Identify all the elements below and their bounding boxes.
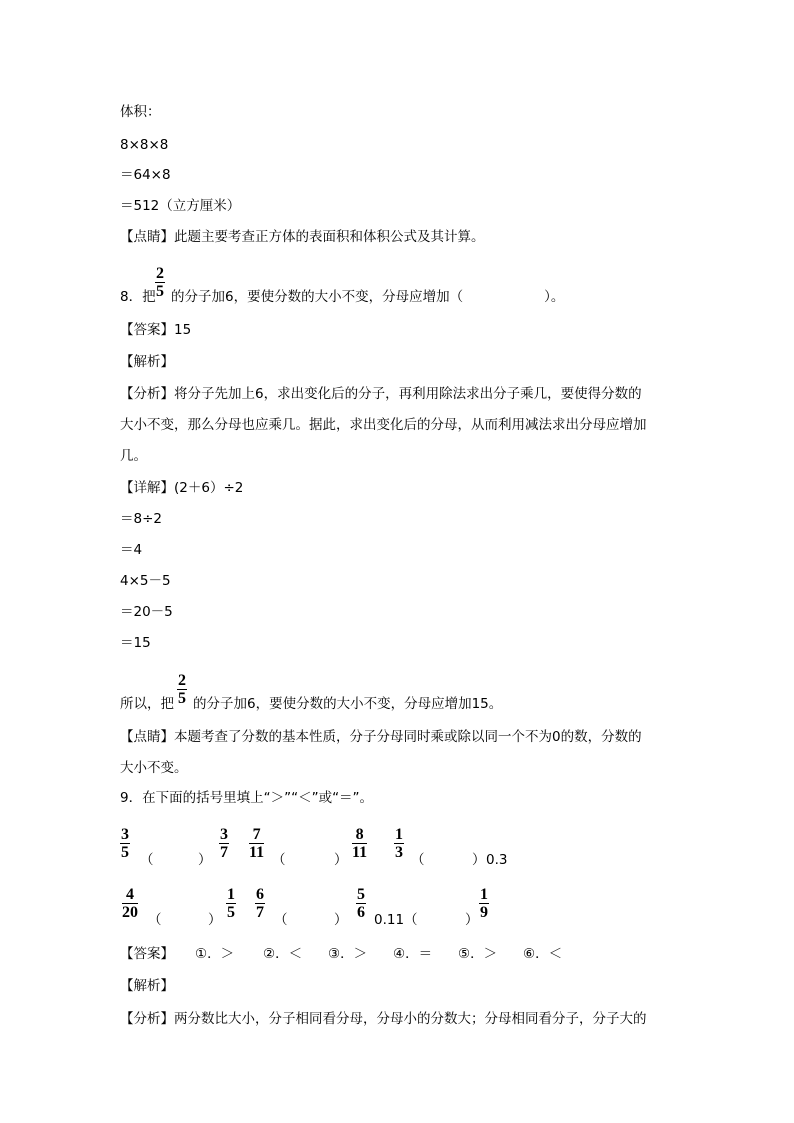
text-line: ＝4	[120, 542, 143, 558]
text-line: ＝15	[120, 635, 151, 651]
text-line: 【分析】两分数比大小，分子相同看分母，分母小的分数大；分母相同看分子，分子大的	[120, 1011, 647, 1027]
text-line: ＝64×8	[120, 167, 171, 183]
fraction: 2 5	[178, 672, 186, 707]
text-line: 体积：	[120, 104, 161, 120]
text-line: 【详解】(2＋6）÷2	[120, 480, 244, 496]
decimal: 0.3	[486, 852, 508, 868]
fraction: 3 5	[121, 826, 129, 861]
fraction: 6 7	[256, 886, 264, 921]
q8-prefix: 8．把	[120, 289, 156, 305]
answer-item: ①．＞	[195, 946, 235, 962]
fraction: 1 9	[480, 886, 488, 921]
blank-close: ）	[198, 852, 212, 868]
blank-open[interactable]: （	[274, 912, 288, 928]
q8-suffix: 的分子加6，要使分数的大小不变，分母应增加（ ）。	[171, 289, 565, 305]
answer-item: ③．＞	[328, 946, 368, 962]
decimal: 0.11	[374, 912, 405, 928]
blank-close: ）	[334, 852, 348, 868]
text-line: 几。	[120, 448, 147, 464]
conclusion-prefix: 所以，把	[120, 696, 174, 712]
text-line: 【点睛】本题考查了分数的基本性质，分子分母同时乘或除以同一个不为0的数，分数的	[120, 729, 642, 745]
blank-close: ）	[472, 852, 486, 868]
blank-open[interactable]: （	[404, 912, 418, 928]
blank-open[interactable]: （	[148, 912, 162, 928]
blank-close: ）	[334, 912, 348, 928]
fraction: 8 11	[352, 826, 368, 861]
blank-open[interactable]: （	[411, 852, 425, 868]
text-line: 大小不变，那么分母也应乘几。据此，求出变化后的分母，从而利用减法求出分母应增加	[120, 417, 647, 433]
text-line: 【解析】	[120, 978, 174, 994]
text-line: 8×8×8	[120, 137, 169, 153]
text-line: 大小不变。	[120, 760, 188, 776]
fraction: 5 6	[357, 886, 365, 921]
blank-close: ）	[465, 912, 479, 928]
conclusion-suffix: 的分子加6，要使分数的大小不变，分母应增加15。	[193, 696, 503, 712]
answer-line: 【答案】15	[120, 322, 192, 338]
text-line: ＝512（立方厘米）	[120, 198, 241, 214]
text-line: ＝20－5	[120, 604, 173, 620]
question-9: 9．在下面的括号里填上“＞”“＜”或“＝”。	[120, 790, 374, 806]
answer-item: ④．＝	[393, 946, 433, 962]
text-line: 4×5－5	[120, 573, 171, 589]
answer-item: ⑤．＞	[458, 946, 498, 962]
fraction: 3 7	[220, 826, 228, 861]
blank-close: ）	[208, 912, 222, 928]
fraction: 1 5	[227, 886, 235, 921]
text-line: 【解析】	[120, 354, 174, 370]
text-line: 【分析】将分子先加上6，求出变化后的分子，再利用除法求出分子乘几，要使得分数的	[120, 386, 642, 402]
blank-open[interactable]: （	[140, 852, 154, 868]
fraction: 7 11	[249, 826, 265, 861]
fraction: 1 3	[395, 826, 403, 861]
answer-item: ⑥．＜	[523, 946, 563, 962]
blank-open[interactable]: （	[272, 852, 286, 868]
text-line: 【点睛】此题主要考查正方体的表面积和体积公式及其计算。	[120, 229, 485, 245]
fraction: 4 20	[122, 886, 138, 921]
answer-item: ②．＜	[263, 946, 303, 962]
fraction: 2 5	[156, 265, 164, 300]
answer-label: 【答案】	[120, 946, 174, 962]
text-line: ＝8÷2	[120, 511, 162, 527]
